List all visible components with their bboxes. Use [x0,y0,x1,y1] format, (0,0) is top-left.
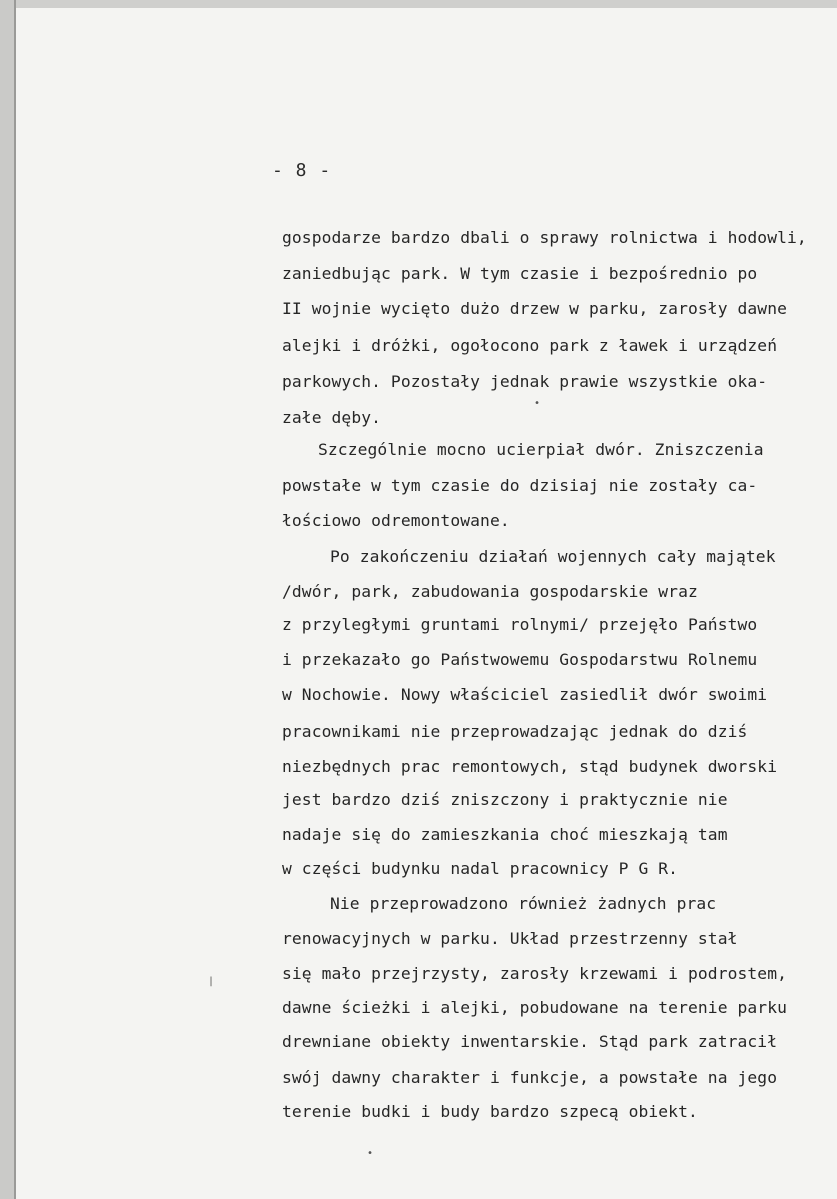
text-line: /dwór, park, zabudowania gospodarskie wraz [282,582,698,601]
text-line: drewniane obiekty inwentarskie. Stąd park zatracił [282,1032,778,1051]
text-line: łościowo odremontowane. [282,511,510,530]
scan-speck: | [208,976,215,987]
scan-left-edge [0,0,14,1199]
text-line: załe dęby. [282,408,382,427]
text-line: jest bardzo dziś zniszczony i praktycznie nie [282,790,728,809]
scan-top-edge [0,0,837,8]
page-number: - 8 - [272,160,332,181]
text-line: i przekazało go Państwowemu Gospodarstwu Rolnemu [282,650,758,669]
text-line: w Nochowie. Nowy właściciel zasiedlił dwór swoimi [282,685,768,704]
scan-speck: • [367,1148,374,1159]
text-line: się mało przejrzysty, zarosły krzewami i podrostem, [282,964,788,983]
text-line: pracownikami nie przeprowadzając jednak do dziś [282,722,748,741]
text-line: Nie przeprowadzono również żadnych prac [330,894,717,913]
text-line: Szczególnie mocno ucierpiał dwór. Zniszczenia [318,440,764,459]
text-line: swój dawny charakter i funkcje, a powstałe na jego [282,1068,778,1087]
scan-left-edge-line [14,0,16,1199]
text-line: zaniedbując park. W tym czasie i bezpośrednio po [282,264,758,283]
text-line: renowacyjnych w parku. Układ przestrzenny stał [282,929,738,948]
text-line: II wojnie wycięto dużo drzew w parku, zarosły dawne [282,299,788,318]
text-line: parkowych. Pozostały jednak prawie wszystkie oka- [282,372,768,391]
text-line: w części budynku nadal pracownicy P G R. [282,859,679,878]
text-line: niezbędnych prac remontowych, stąd budynek dworski [282,757,778,776]
scan-speck: • [534,398,541,409]
text-line: alejki i dróżki, ogołocono park z ławek i urządzeń [282,336,778,355]
text-line: dawne ścieżki i alejki, pobudowane na terenie parku [282,998,788,1017]
text-line: gospodarze bardzo dbali o sprawy rolnictwa i hodowli, [282,228,807,247]
text-line: Po zakończeniu działań wojennych cały majątek [330,547,776,566]
text-line: nadaje się do zamieszkania choć mieszkają tam [282,825,728,844]
text-line: powstałe w tym czasie do dzisiaj nie zostały ca- [282,476,758,495]
text-line: z przyległymi gruntami rolnymi/ przejęło Państwo [282,615,758,634]
text-line: terenie budki i budy bardzo szpecą obiekt. [282,1102,698,1121]
